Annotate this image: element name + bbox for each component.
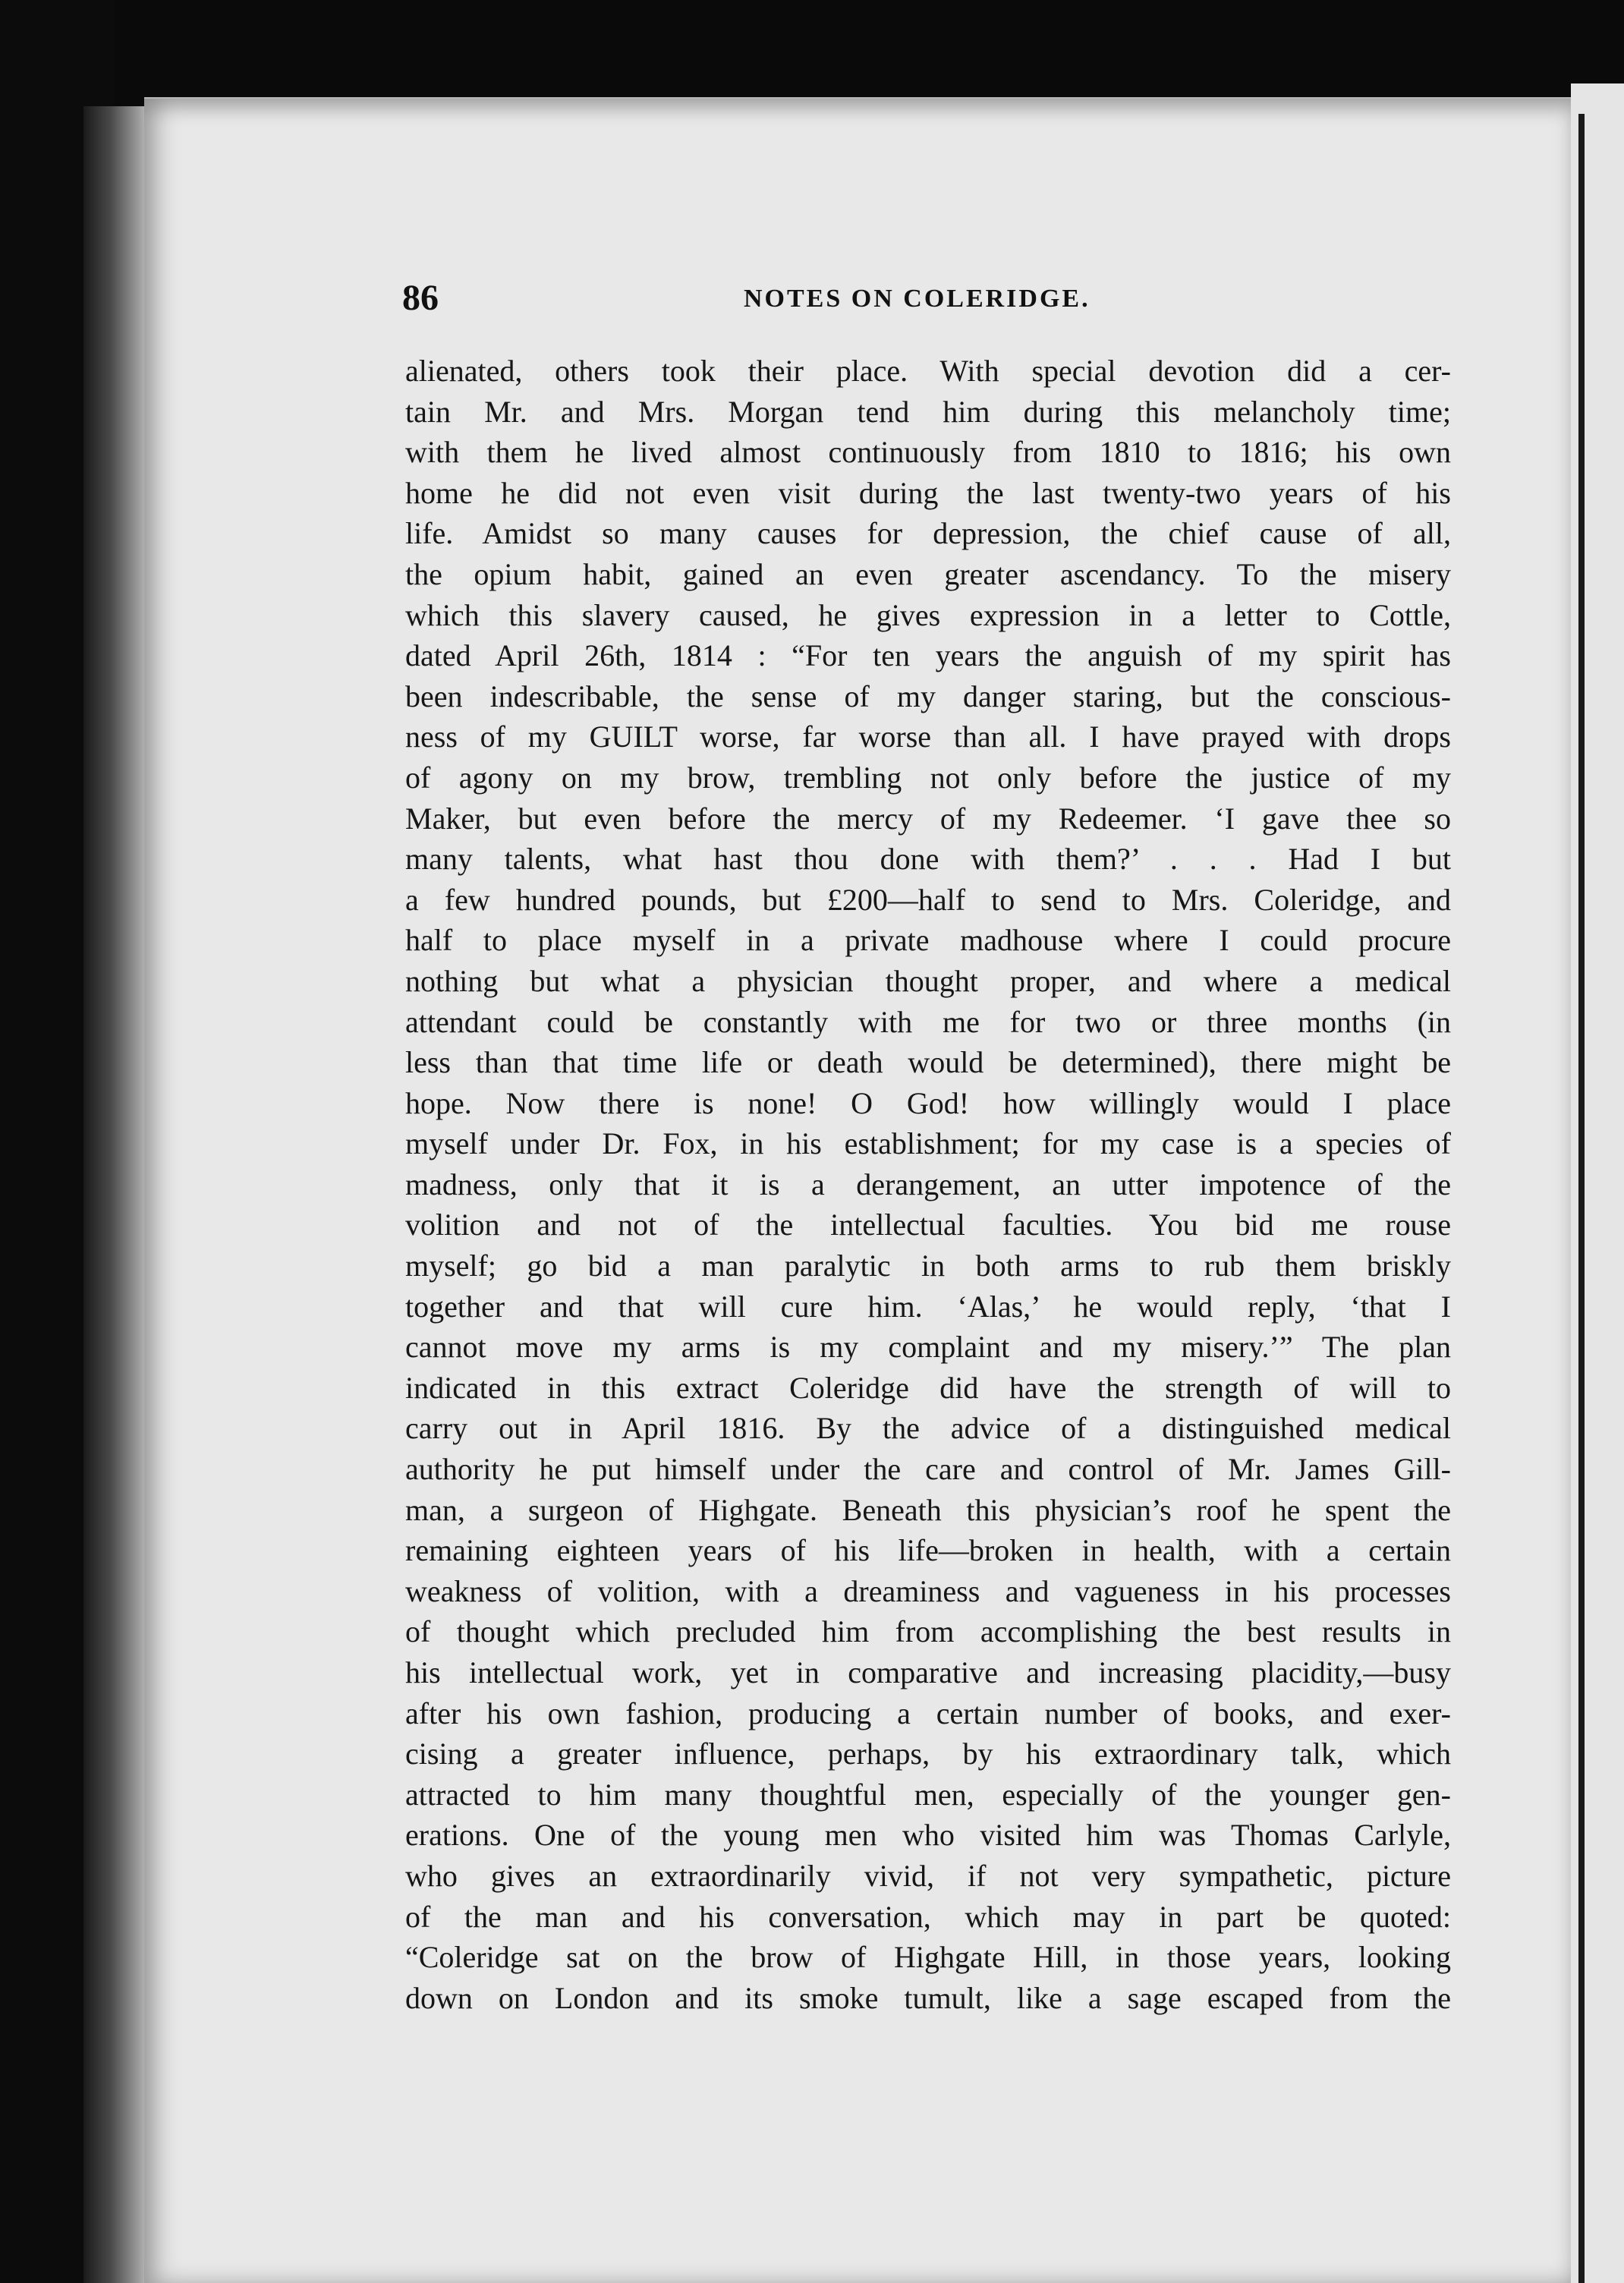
text-line: “Coleridge sat on the brow of Highgate Hill, in those years, looking xyxy=(405,1940,1451,1975)
text-line: myself; go bid a man paralytic in both arms to rub them briskly xyxy=(405,1249,1451,1283)
page-gutter-line xyxy=(1578,114,1585,2283)
text-line: after his own fashion, producing a certain number of books, and exer- xyxy=(405,1696,1451,1730)
text-line: attendant could be constantly with me for two or three months (in xyxy=(405,1004,1451,1039)
text-line: down on London and its smoke tumult, like a sage escaped from the xyxy=(405,1980,1451,2015)
text-line: life. Amidst so many causes for depression, the chief cause of all, xyxy=(405,516,1451,551)
text-line: cising a greater influence, perhaps, by his extraordinary talk, which xyxy=(405,1737,1451,1771)
text-line: tain Mr. and Mrs. Morgan tend him during this melancholy time; xyxy=(405,394,1451,429)
text-line: madness, only that it is a derangement, an utter impotence of the xyxy=(405,1167,1451,1201)
text-line: indicated in this extract Coleridge did have the strength of will to xyxy=(405,1370,1451,1405)
text-line: erations. One of the young men who visited him was Thomas Carlyle, xyxy=(405,1818,1451,1853)
text-line: ness of my GUILT worse, far worse than all. I have prayed with drops xyxy=(405,720,1451,754)
text-line: less than that time life or death would be determined), there might be xyxy=(405,1045,1451,1080)
running-title: NOTES ON COLERIDGE. xyxy=(744,285,1091,313)
text-line: authority he put himself under the care and control of Mr. James Gill- xyxy=(405,1452,1451,1487)
book-spine-shadow xyxy=(83,106,152,2283)
page-number: 86 xyxy=(402,278,439,318)
text-line: alienated, others took their place. With special devotion did a cer- xyxy=(405,354,1451,388)
text-line: weakness of volition, with a dreaminess and vagueness in his processes xyxy=(405,1573,1451,1608)
text-line: many talents, what hast thou done with them?’ . . . Had I but xyxy=(405,842,1451,877)
text-line: home he did not even visit during the last twenty-two years of his xyxy=(405,475,1451,510)
text-line: nothing but what a physician thought proper, and where a medical xyxy=(405,963,1451,998)
text-line: which this slavery caused, he gives expression in a letter to Cottle, xyxy=(405,597,1451,632)
text-line: attracted to him many thoughtful men, especially of the younger gen- xyxy=(405,1777,1451,1812)
running-head xyxy=(402,277,1449,323)
text-line: half to place myself in a private madhouse where I could procure xyxy=(405,923,1451,958)
text-line: of agony on my brow, trembling not only before the justice of my xyxy=(405,760,1451,795)
text-line: a few hundred pounds, but £200—half to send to Mrs. Coleridge, and xyxy=(405,882,1451,917)
text-line: man, a surgeon of Highgate. Beneath this physician’s roof he spent the xyxy=(405,1492,1451,1527)
text-line: been indescribable, the sense of my danger staring, but the conscious- xyxy=(405,679,1451,713)
text-line: volition and not of the intellectual faculties. You bid me rouse xyxy=(405,1208,1451,1242)
text-line: Maker, but even before the mercy of my Redeemer. ‘I gave thee so xyxy=(405,801,1451,836)
text-line: of thought which precluded him from accomplishing the best results in xyxy=(405,1614,1451,1649)
text-line: myself under Dr. Fox, in his establishment; for my case is a species of xyxy=(405,1126,1451,1161)
text-line: with them he lived almost continuously from 1810 to 1816; his own xyxy=(405,435,1451,470)
text-line: carry out in April 1816. By the advice of a distinguished medical xyxy=(405,1411,1451,1446)
text-line: remaining eighteen years of his life—broken in health, with a certain xyxy=(405,1533,1451,1568)
text-line: of the man and his conversation, which may in part be quoted: xyxy=(405,1899,1451,1934)
text-line: cannot move my arms is my complaint and my misery.’” The plan xyxy=(405,1330,1451,1365)
text-line: the opium habit, gained an even greater ascendancy. To the misery xyxy=(405,556,1451,591)
text-line: his intellectual work, yet in comparative and increasing placidity,—busy xyxy=(405,1655,1451,1689)
text-line: together and that will cure him. ‘Alas,’ he would reply, ‘that I xyxy=(405,1289,1451,1324)
text-line: hope. Now there is none! O God! how willingly would I place xyxy=(405,1085,1451,1120)
text-line: dated April 26th, 1814 : “For ten years the anguish of my spirit has xyxy=(405,638,1451,673)
text-line: who gives an extraordinarily vivid, if not very sympathetic, picture xyxy=(405,1858,1451,1893)
body-text xyxy=(405,351,1451,2018)
